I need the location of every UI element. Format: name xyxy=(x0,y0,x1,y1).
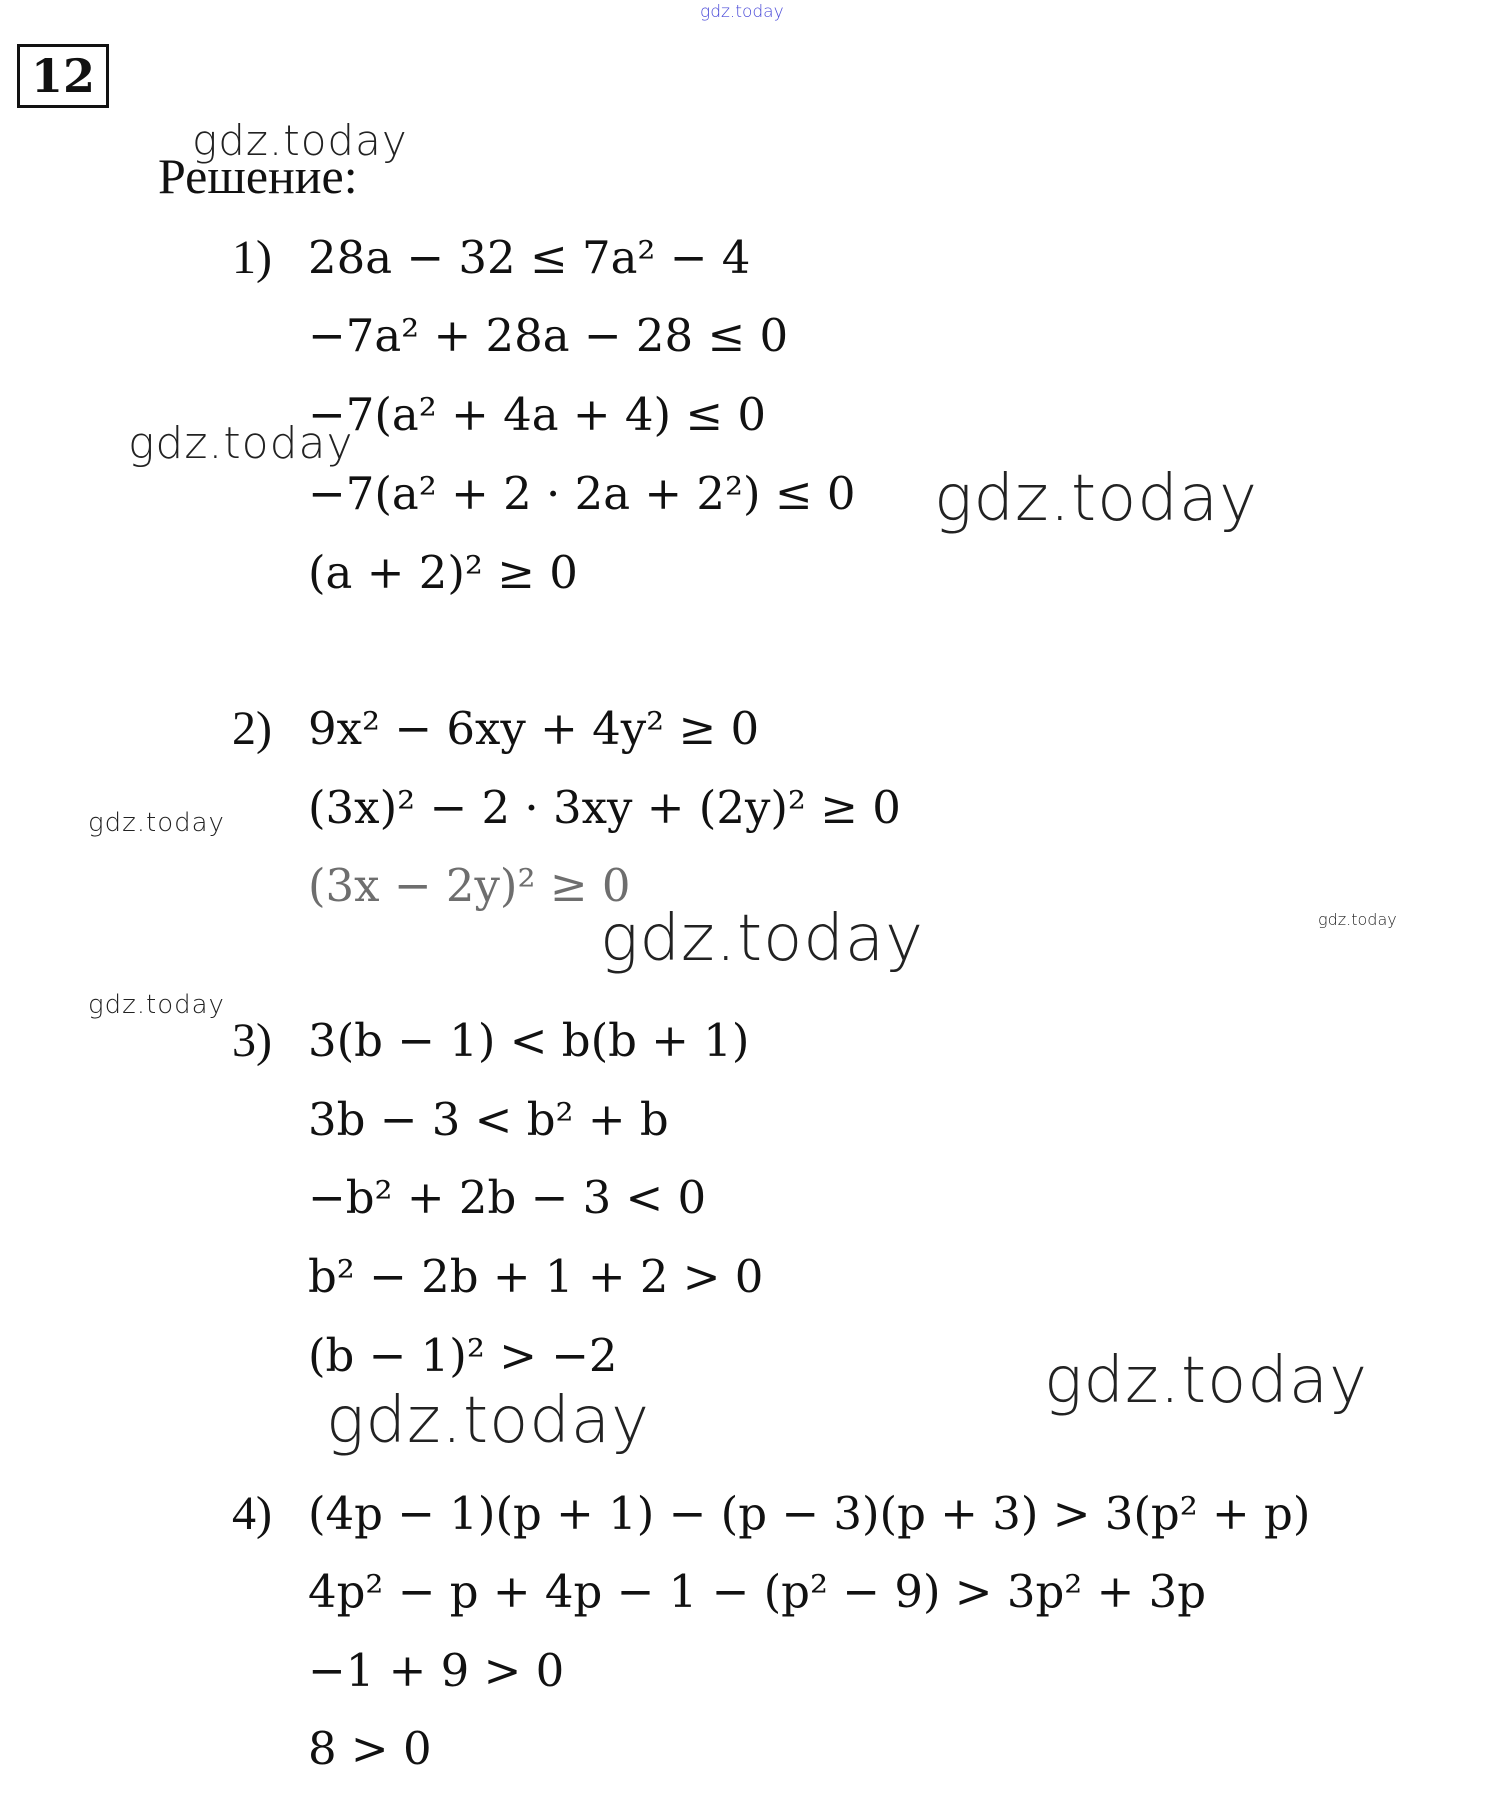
math-step: b² − 2b + 1 + 2 > 0 xyxy=(308,1250,764,1303)
item-number: 4) xyxy=(232,1487,272,1540)
watermark: gdz.today xyxy=(128,418,354,469)
watermark: gdz.today xyxy=(1044,1344,1368,1418)
item-number: 1) xyxy=(232,231,272,284)
math-step: (3x)² − 2 · 3xy + (2y)² ≥ 0 xyxy=(308,781,901,834)
math-step: −7(a² + 4a + 4) ≤ 0 xyxy=(308,388,766,441)
watermark: gdz.today xyxy=(1318,910,1397,929)
watermark: gdz.today xyxy=(88,808,225,838)
math-step: −1 + 9 > 0 xyxy=(308,1644,565,1697)
item-number: 3) xyxy=(232,1014,272,1067)
math-step: 28a − 32 ≤ 7a² − 4 xyxy=(308,231,751,284)
math-step: (3x − 2y)² ≥ 0 xyxy=(308,859,631,912)
math-step: −7(a² + 2 · 2a + 2²) ≤ 0 xyxy=(308,467,856,520)
watermark: gdz.today xyxy=(600,902,924,976)
solution-heading: Решение: xyxy=(158,148,358,204)
math-step: (4p − 1)(p + 1) − (p − 3)(p + 3) > 3(p² + p) xyxy=(308,1487,1311,1540)
watermark: gdz.today xyxy=(934,462,1258,536)
math-step: −b² + 2b − 3 < 0 xyxy=(308,1171,707,1224)
math-step: (a + 2)² ≥ 0 xyxy=(308,546,578,599)
math-step: −7a² + 28a − 28 ≤ 0 xyxy=(308,309,789,362)
math-step: 3(b − 1) < b(b + 1) xyxy=(308,1014,750,1067)
math-step: (b − 1)² > −2 xyxy=(308,1329,618,1382)
math-step: 4p² − p + 4p − 1 − (p² − 9) > 3p² + 3p xyxy=(308,1565,1207,1618)
problem-number: 12 xyxy=(17,44,109,108)
math-step: 9x² − 6xy + 4y² ≥ 0 xyxy=(308,702,760,755)
watermark: gdz.today xyxy=(88,990,225,1020)
watermark: gdz.today xyxy=(700,2,784,22)
item-number: 2) xyxy=(232,702,272,755)
watermark: gdz.today xyxy=(326,1384,650,1458)
math-step: 8 > 0 xyxy=(308,1722,432,1775)
watermark: gdz.today xyxy=(192,116,408,165)
math-step: 3b − 3 < b² + b xyxy=(308,1093,669,1146)
